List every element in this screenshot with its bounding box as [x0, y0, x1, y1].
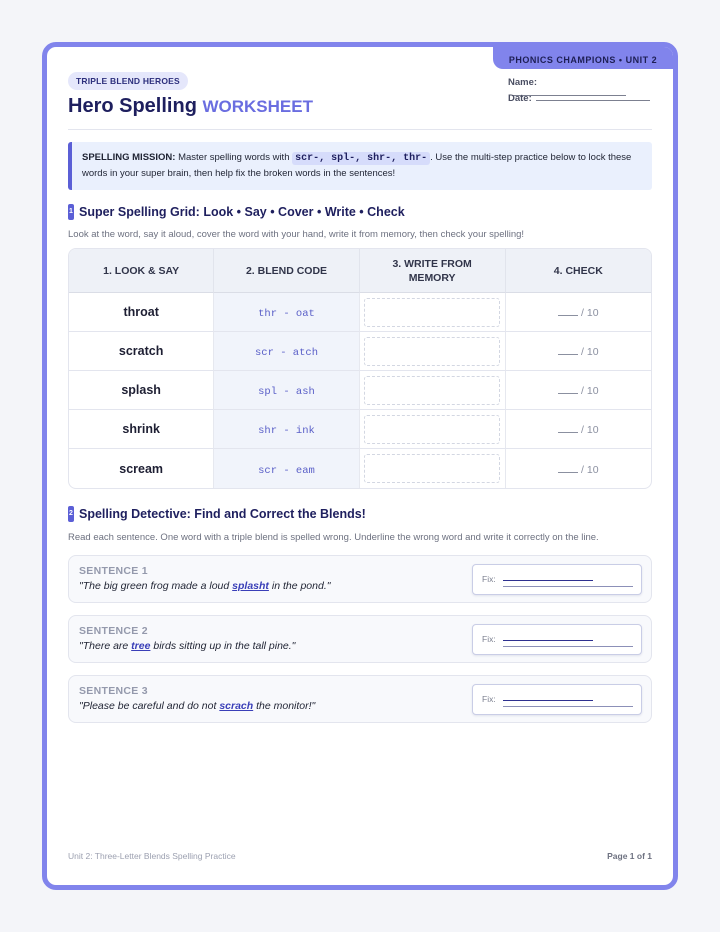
blend-cell [214, 293, 359, 332]
score-suffix: / 10 [581, 307, 599, 319]
topic-pill: TRIPLE BLEND HEROES [68, 72, 188, 90]
col-write-memory: 3. WRITE FROM MEMORY [360, 249, 506, 293]
sentence-label: SENTENCE 2 [79, 625, 148, 637]
misspelled-word[interactable]: splasht [232, 580, 269, 592]
score-blank[interactable] [558, 308, 578, 316]
blend-code: thr - oat [258, 308, 315, 320]
section1-description: Look at the word, say it aloud, cover the word with your hand, write it from memory, then check your spelling! [68, 229, 525, 240]
check-cell [506, 371, 651, 410]
write-box[interactable] [364, 454, 500, 483]
word-cell [69, 449, 214, 488]
write-cell [360, 410, 506, 449]
sentence-before: "Please be careful and do not [79, 700, 220, 712]
section2-description: Read each sentence. One word with a triple blend is spelled wrong. Underline the wrong word and write it correctly on the line. [68, 532, 599, 543]
worksheet-page [42, 42, 678, 890]
spelling-word: throat [123, 305, 159, 319]
blend-code: scr - eam [258, 464, 315, 477]
word-cell [69, 371, 214, 410]
fix-label: Fix: [482, 634, 496, 644]
blend-code: shr - ink [258, 425, 315, 437]
table-row [69, 449, 651, 488]
sentence-text [79, 640, 295, 652]
blend-cell [214, 449, 359, 488]
sentence-card [68, 615, 652, 663]
sentence-after: the monitor!" [253, 700, 316, 712]
blend-cell [214, 332, 359, 371]
mission-label: SPELLING MISSION: [82, 152, 176, 163]
misspelled-word[interactable]: tree [131, 640, 151, 652]
footer-page-number: Page 1 of 1 [607, 851, 652, 861]
section1-title: Super Spelling Grid: Look • Say • Cover • Write • Check [79, 205, 405, 219]
section2-title: Spelling Detective: Find and Correct the Blends! [79, 507, 366, 521]
sentence-card [68, 675, 652, 723]
page-title [68, 95, 313, 118]
sentence-label: SENTENCE 3 [79, 685, 148, 697]
check-cell [506, 449, 651, 488]
check-cell [506, 410, 651, 449]
score-field[interactable] [558, 424, 599, 436]
sentence-card [68, 555, 652, 603]
blend-code: scr - atch [254, 347, 318, 359]
title-accent: WORKSHEET [202, 97, 313, 116]
check-cell [506, 293, 651, 332]
word-cell [69, 332, 214, 371]
blend-code: spl - ash [258, 386, 315, 398]
sentence-text [79, 580, 330, 592]
section2-number-badge: 2 [68, 506, 74, 522]
section2-heading [68, 506, 366, 522]
title-main: Hero Spelling [68, 95, 197, 117]
spelling-grid [68, 248, 652, 489]
date-field[interactable] [508, 93, 650, 104]
score-blank[interactable] [558, 465, 578, 473]
fix-line[interactable] [503, 580, 593, 581]
misspelled-word[interactable]: scrach [219, 700, 254, 712]
sentence-before: "There are [79, 640, 132, 652]
blend-codes: scr-, spl-, shr-, thr- [292, 152, 430, 165]
table-row [69, 410, 651, 449]
score-suffix: / 10 [581, 463, 599, 476]
score-field[interactable] [558, 385, 599, 397]
write-cell [360, 449, 506, 488]
fix-label: Fix: [482, 574, 496, 584]
score-suffix: / 10 [581, 385, 599, 397]
fix-line[interactable] [503, 640, 593, 641]
fix-line-secondary [503, 706, 633, 707]
fix-field[interactable] [472, 624, 642, 655]
blend-cell [214, 371, 359, 410]
grid-header-row [69, 249, 651, 293]
score-blank[interactable] [558, 425, 578, 433]
fix-line[interactable] [503, 700, 593, 701]
spelling-word: scratch [118, 344, 164, 358]
spelling-word: scream [119, 461, 164, 476]
spelling-word: splash [121, 383, 161, 397]
sentence-after: in the pond." [268, 580, 331, 592]
write-box[interactable] [364, 298, 500, 327]
header-divider [68, 129, 652, 130]
score-field[interactable] [558, 307, 599, 319]
unit-tab: PHONICS CHAMPIONS • UNIT 2 [493, 47, 673, 69]
write-cell [360, 332, 506, 371]
footer-unit-label: Unit 2: Three-Letter Blends Spelling Practice [68, 851, 236, 861]
sentence-after: birds sitting up in the tall pine." [150, 640, 296, 652]
word-cell [69, 410, 214, 449]
spelling-word: shrink [122, 422, 160, 436]
blend-cell [214, 410, 359, 449]
mission-after: . Use the multi-step practice below to lock these words in your super brain, then help fix the broken words in the sentences! [82, 152, 632, 179]
write-cell [360, 371, 506, 410]
section1-number-badge: 1 [68, 204, 74, 220]
write-cell [360, 293, 506, 332]
sentence-text [79, 700, 315, 712]
score-suffix: / 10 [581, 424, 599, 436]
sentence-label: SENTENCE 1 [79, 565, 148, 577]
mission-box [68, 142, 652, 190]
table-row [69, 332, 651, 371]
mission-before: Master spelling words with [178, 152, 290, 163]
fix-field[interactable] [472, 564, 642, 595]
score-suffix: / 10 [581, 346, 599, 358]
score-field[interactable] [558, 346, 599, 358]
write-box[interactable] [364, 415, 500, 444]
check-cell [506, 332, 651, 371]
score-blank[interactable] [558, 386, 578, 394]
date-label: Date: [508, 93, 532, 104]
table-row [69, 371, 651, 410]
sentence-before: "The big green frog made a loud [79, 580, 233, 592]
fix-line-secondary [503, 646, 633, 647]
date-line[interactable] [536, 93, 650, 101]
score-field[interactable] [558, 464, 599, 476]
col-blend-code: 2. BLEND CODE [214, 249, 359, 293]
fix-field[interactable] [472, 684, 642, 715]
table-row [69, 293, 651, 332]
name-label: Name: [508, 77, 538, 88]
score-blank[interactable] [558, 347, 578, 355]
section1-heading [68, 204, 405, 220]
col-look-say: 1. LOOK & SAY [69, 249, 214, 293]
write-box[interactable] [364, 376, 500, 405]
word-cell [69, 293, 214, 332]
write-box[interactable] [364, 337, 500, 366]
fix-line-secondary [503, 586, 633, 587]
col-check: 4. CHECK [506, 249, 651, 293]
fix-label: Fix: [482, 694, 496, 704]
